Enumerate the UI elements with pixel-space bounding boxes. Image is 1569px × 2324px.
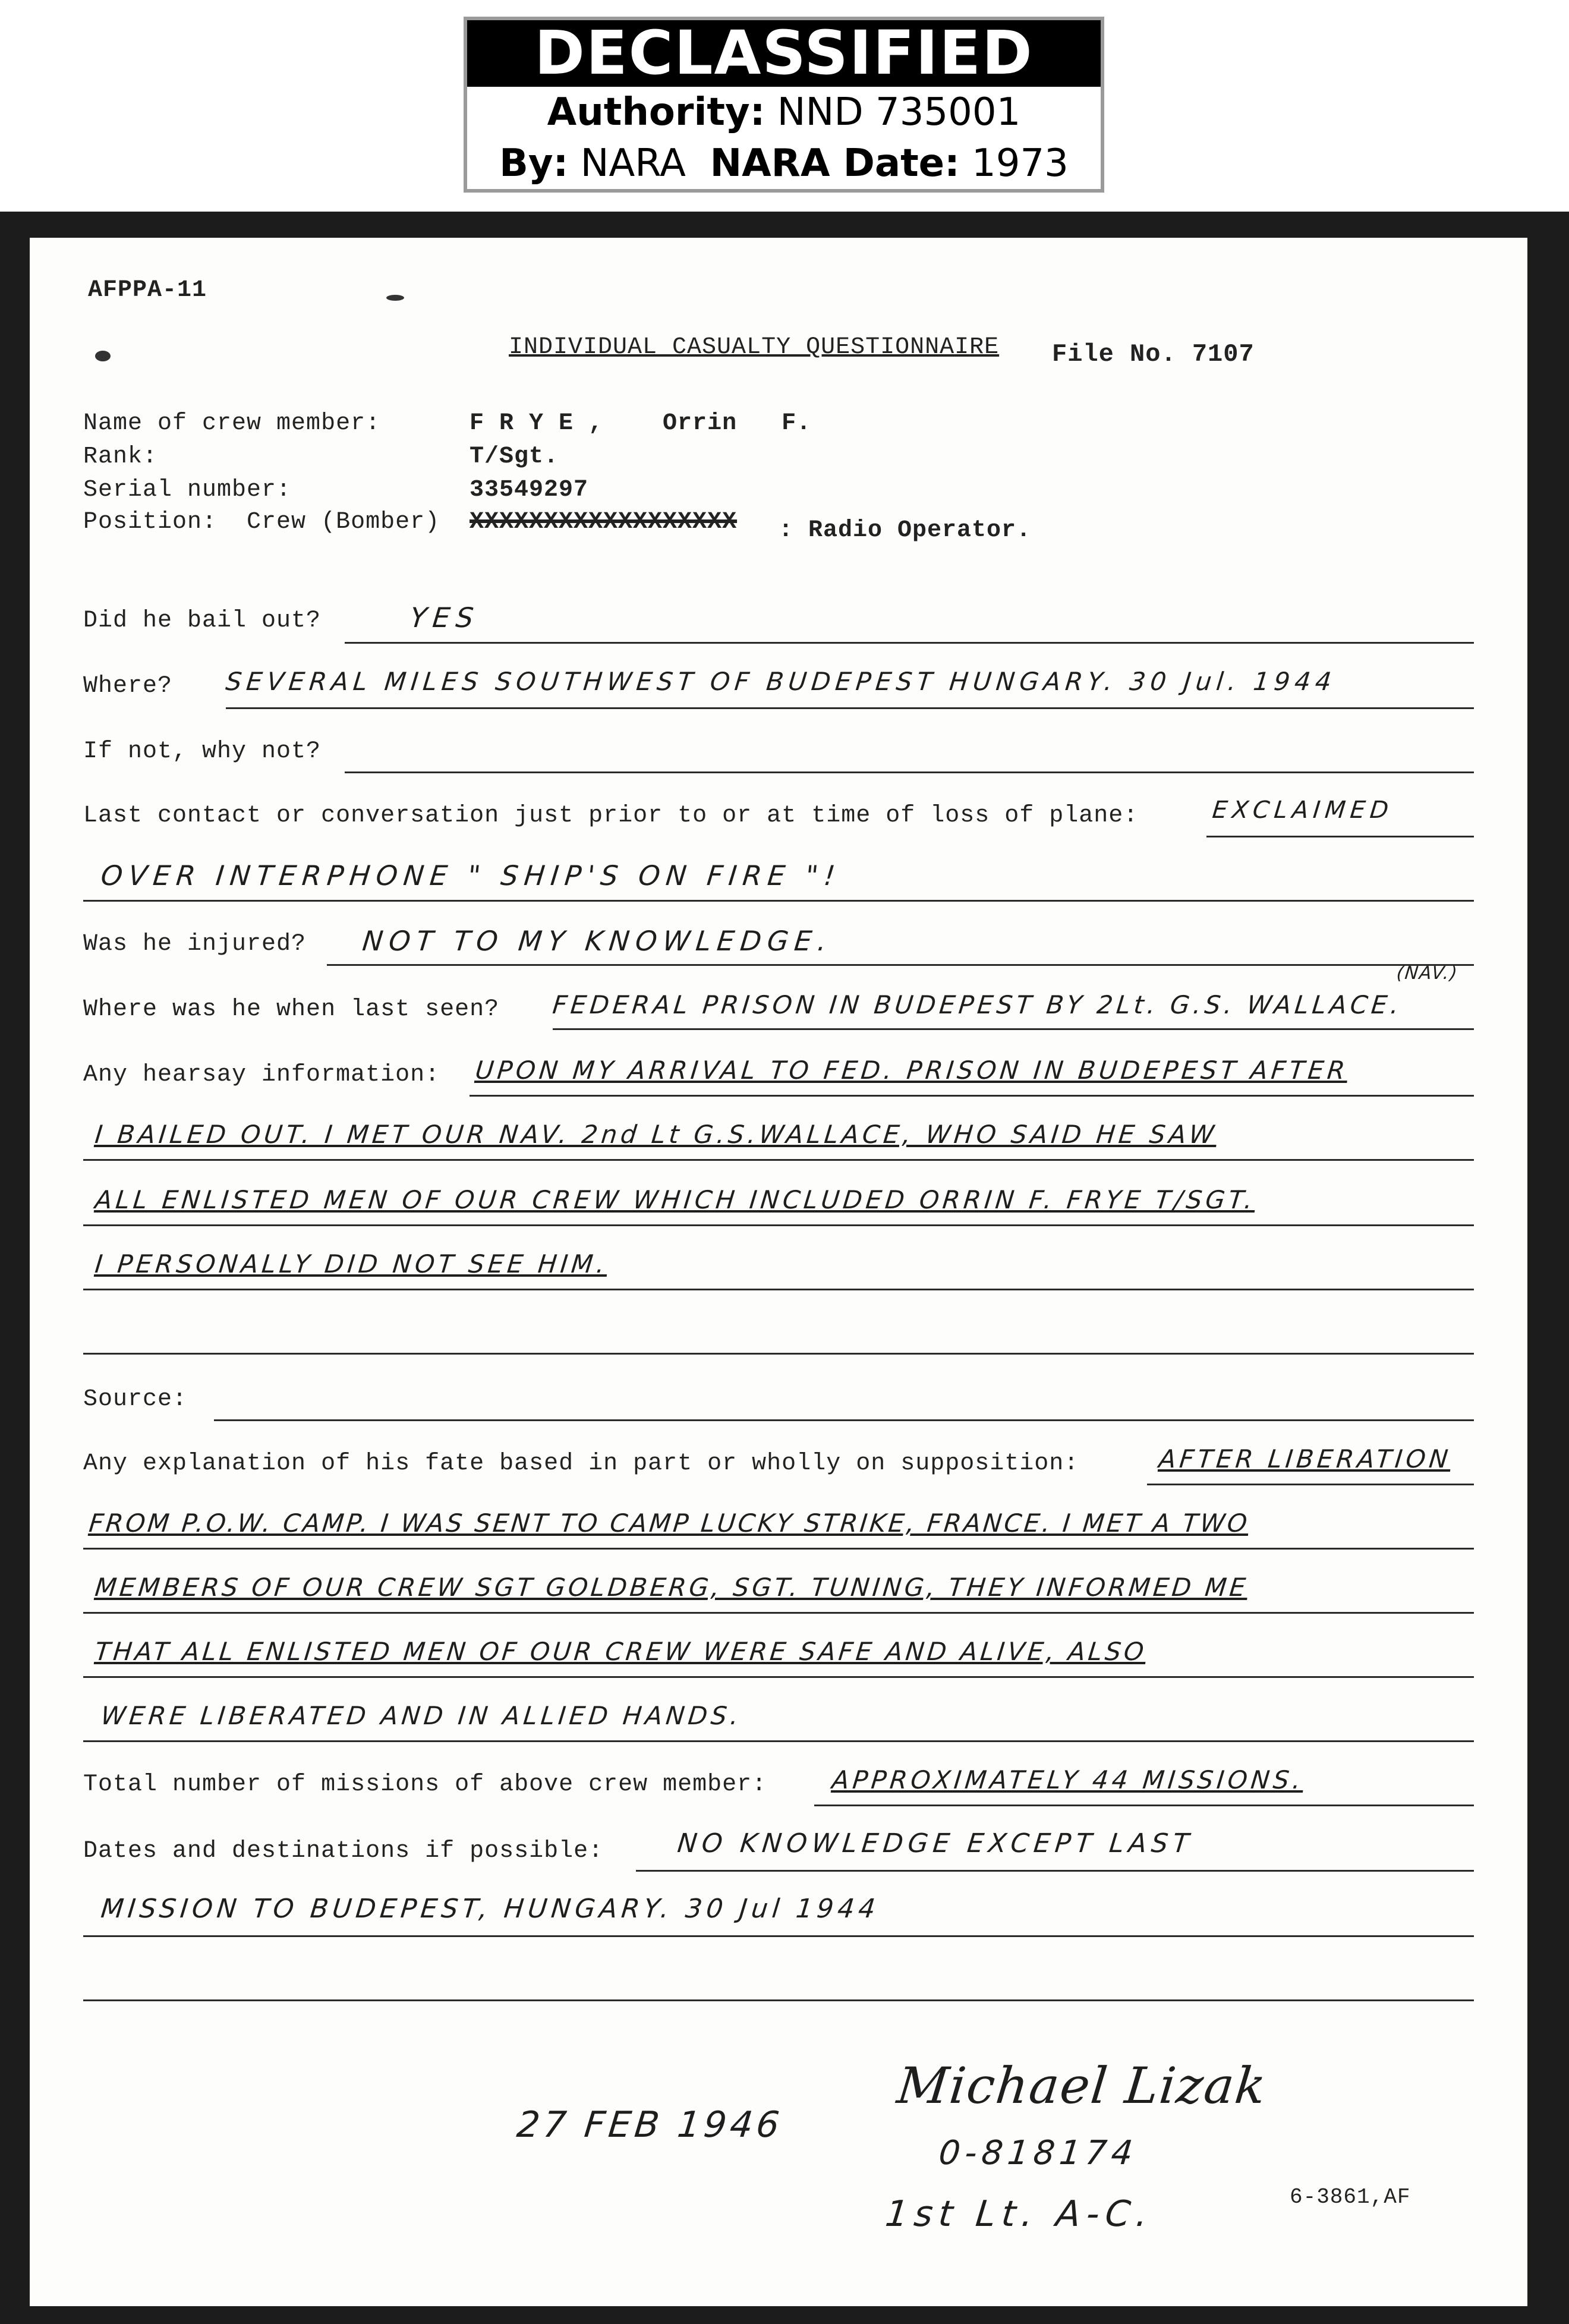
form-title: INDIVIDUAL CASUALTY QUESTIONNAIRE <box>509 334 1000 361</box>
injured-line <box>327 964 1474 966</box>
explanation-answer-3: MEMBERS OF OUR CREW SGT GOLDBERG, SGT. TUNING, THEY INFORMED ME <box>93 1573 1250 1602</box>
explanation-line-2 <box>83 1548 1474 1550</box>
missions-line <box>814 1805 1474 1806</box>
serial-value: 33549297 <box>470 477 589 503</box>
explanation-label: Any explanation of his fate based in part or wholly on supposition: <box>83 1450 1079 1477</box>
hearsay-answer-2: I BAILED OUT. I MET OUR NAV. 2nd Lt G.S.WALLACE, WHO SAID HE SAW <box>93 1120 1219 1149</box>
explanation-answer-4: THAT ALL ENLISTED MEN OF OUR CREW WERE SAFE AND ALIVE, ALSO <box>93 1637 1148 1666</box>
stamp-by-value: NARA <box>580 141 686 185</box>
hearsay-line-2 <box>83 1159 1474 1161</box>
name-label: Name of crew member: <box>83 410 381 437</box>
bail-line <box>345 642 1474 644</box>
position-label: Position: Crew (Bomber) <box>83 509 440 536</box>
hearsay-label: Any hearsay information: <box>83 1062 440 1088</box>
hearsay-answer-3: ALL ENLISTED MEN OF OUR CREW WHICH INCLUDED ORRIN F. FRYE T/SGT. <box>93 1185 1258 1214</box>
contact-line-1 <box>1206 836 1474 837</box>
injured-label: Was he injured? <box>83 931 307 958</box>
missions-answer: APPROXIMATELY 44 MISSIONS. <box>830 1765 1306 1794</box>
contact-answer-1: EXCLAIMED <box>1211 796 1395 824</box>
source-line <box>214 1419 1474 1421</box>
hearsay-answer-4: I PERSONALLY DID NOT SEE HIM. <box>93 1249 610 1278</box>
explanation-line-1 <box>1147 1484 1474 1485</box>
dates-line-1 <box>636 1870 1474 1872</box>
ifnot-line <box>345 771 1474 773</box>
stamp-authority-value: NND 735001 <box>777 90 1021 134</box>
missions-label: Total number of missions of above crew member: <box>83 1771 767 1798</box>
dates-label: Dates and destinations if possible: <box>83 1838 604 1865</box>
position-value: : Radio Operator. <box>779 517 1032 544</box>
lastseen-label: Where was he when last seen? <box>83 996 500 1023</box>
form-number: 6-3861,AF <box>1290 2185 1411 2209</box>
hearsay-line-3 <box>83 1224 1474 1226</box>
questionnaire-sheet <box>30 238 1527 2306</box>
explanation-line-3 <box>83 1612 1474 1614</box>
explanation-answer-5: WERE LIBERATED AND IN ALLIED HANDS. <box>99 1701 743 1730</box>
position-struck-out: XXXXXXXXXXXXXXXXXX <box>470 509 738 536</box>
signature-date: 27 FEB 1946 <box>515 2104 785 2146</box>
injured-answer: NOT TO MY KNOWLEDGE. <box>361 925 834 957</box>
explanation-answer-2: FROM P.O.W. CAMP. I WAS SENT TO CAMP LUCKY STRIKE, FRANCE. I MET A TWO <box>87 1509 1251 1538</box>
serial-label: Serial number: <box>83 477 292 503</box>
bail-answer: YES <box>408 602 481 634</box>
lastseen-answer: FEDERAL PRISON IN BUDEPEST BY 2Lt. G.S. WALLACE. <box>551 990 1404 1019</box>
lastseen-note: (NAV.) <box>1395 963 1460 984</box>
dates-answer-2: MISSION TO BUDEPEST, HUNGARY. 30 Jul 1944 <box>99 1894 881 1924</box>
smudge-mark <box>386 295 404 301</box>
source-label: Source: <box>83 1386 188 1413</box>
ifnot-label: If not, why not? <box>83 738 322 765</box>
form-code: AFPPA-11 <box>88 277 207 304</box>
dates-answer-1: NO KNOWLEDGE EXCEPT LAST <box>676 1828 1195 1859</box>
stamp-authority-label: Authority: <box>547 90 765 134</box>
signature-rank: 1st Lt. A-C. <box>883 2193 1156 2235</box>
signature-serial: 0-818174 <box>937 2134 1140 2172</box>
contact-answer-2: OVER INTERPHONE " SHIP'S ON FIRE "! <box>99 859 843 892</box>
file-number: File No. 7107 <box>1052 340 1255 369</box>
hearsay-line-5 <box>83 1353 1474 1355</box>
hearsay-line-1 <box>470 1095 1474 1097</box>
explanation-answer-1: AFTER LIBERATION <box>1157 1444 1453 1473</box>
explanation-line-4 <box>83 1676 1474 1678</box>
rank-value: T/Sgt. <box>470 443 559 470</box>
dates-line-2 <box>83 1935 1474 1937</box>
dates-line-3 <box>83 1999 1474 2001</box>
name-value: F R Y E , Orrin F. <box>470 410 812 437</box>
stamp-title: DECLASSIFIED <box>467 20 1101 87</box>
where-line <box>226 707 1474 709</box>
stamp-date-value: 1973 <box>972 141 1069 185</box>
hearsay-answer-1: UPON MY ARRIVAL TO FED. PRISON IN BUDEPEST AFTER <box>474 1056 1350 1085</box>
hearsay-line-4 <box>83 1289 1474 1290</box>
signature-name: Michael Lizak <box>894 2057 1270 2115</box>
smudge-mark <box>95 351 111 361</box>
explanation-line-5 <box>83 1740 1474 1742</box>
where-label: Where? <box>83 673 173 700</box>
stamp-date-label: NARA Date: <box>710 141 960 185</box>
declassified-stamp <box>464 17 1104 193</box>
contact-line-2 <box>83 900 1474 902</box>
stamp-by-label: By: <box>499 141 569 185</box>
stamp-authority <box>467 87 1101 138</box>
bail-label: Did he bail out? <box>83 607 322 634</box>
lastseen-line <box>553 1028 1474 1030</box>
stamp-by-date <box>467 138 1101 189</box>
contact-label: Last contact or conversation just prior to or at time of loss of plane: <box>83 802 1139 829</box>
where-answer: SEVERAL MILES SOUTHWEST OF BUDEPEST HUNGARY. 30 Jul. 1944 <box>224 667 1338 696</box>
rank-label: Rank: <box>83 443 158 470</box>
